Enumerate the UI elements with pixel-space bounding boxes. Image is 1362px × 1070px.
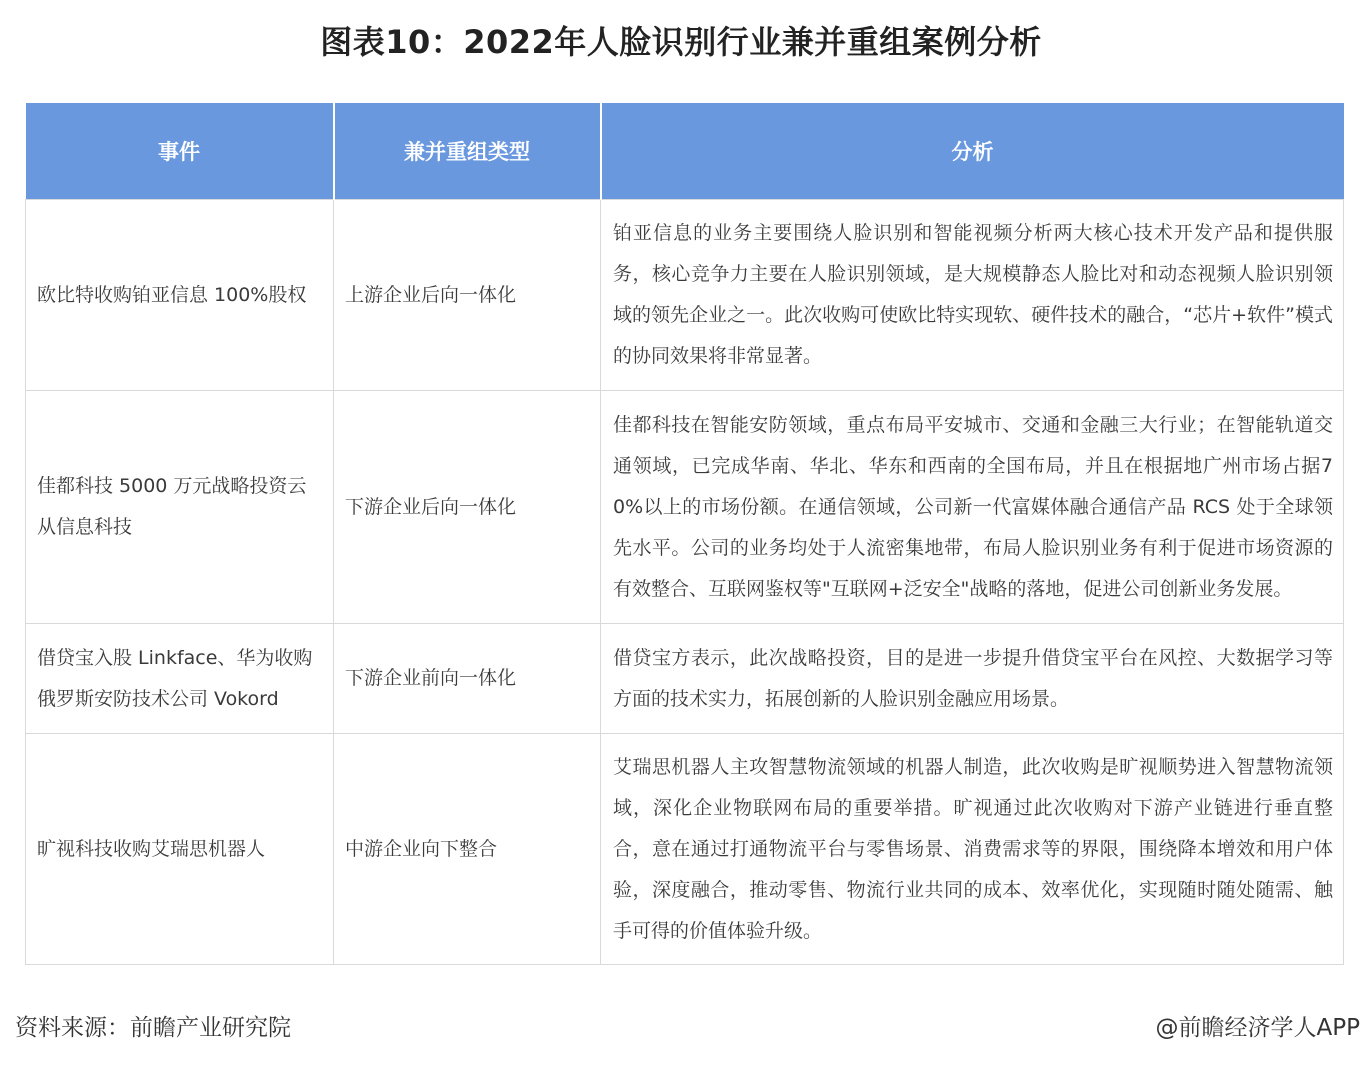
cell-event: 借贷宝入股 Linkface、华为收购俄罗斯安防技术公司 Vokord xyxy=(26,624,334,734)
cell-type: 上游企业后向一体化 xyxy=(334,200,601,391)
cell-event: 欧比特收购铂亚信息 100%股权 xyxy=(26,200,334,391)
header-row xyxy=(26,103,1344,200)
table-row xyxy=(26,200,1344,391)
cell-analysis: 借贷宝方表示，此次战略投资，目的是进一步提升借贷宝平台在风控、大数据学习等方面的技术实力，拓展创新的人脸识别金融应用场景。 xyxy=(601,624,1344,734)
cell-analysis: 铂亚信息的业务主要围绕人脸识别和智能视频分析两大核心技术开发产品和提供服务，核心竞争力主要在人脸识别领域，是大规模静态人脸比对和动态视频人脸识别领域的领先企业之一。此次收购可使欧比特实现软、硬件技术的融合，“芯片+软件”模式的协同效果将非常显著。 xyxy=(601,200,1344,391)
cell-analysis: 艾瑞思机器人主攻智慧物流领域的机器人制造，此次收购是旷视顺势进入智慧物流领域，深化企业物联网布局的重要举措。旷视通过此次收购对下游产业链进行垂直整合，意在通过打通物流平台与零售场景、消费需求等的界限，围绕降本增效和用户体验，深度融合，推动零售、物流行业共同的成本、效率优化，实现随时随处随需、触手可得的价值体验升级。 xyxy=(601,734,1344,965)
credit-note: @前瞻经济学人APP xyxy=(1155,1015,1360,1041)
column-header-analysis: 分析 xyxy=(601,103,1344,200)
table-row xyxy=(26,734,1344,965)
column-header-type: 兼并重组类型 xyxy=(334,103,601,200)
cell-type: 下游企业前向一体化 xyxy=(334,624,601,734)
table-row xyxy=(26,624,1344,734)
cell-type: 下游企业后向一体化 xyxy=(334,391,601,624)
cell-analysis: 佳都科技在智能安防领域，重点布局平安城市、交通和金融三大行业；在智能轨道交通领域，已完成华南、华北、华东和西南的全国布局，并且在根据地广州市场占据70%以上的市场份额。在通信领域，公司新一代富媒体融合通信产品 RCS 处于全球领先水平。公司的业务均处于人流密集地带，布局人脸识别业务有利于促进市场资源的有效整合、互联网鉴权等"互联网+泛安全"战略的落地，促进公司创新业务发展。 xyxy=(601,391,1344,624)
column-header-event: 事件 xyxy=(26,103,334,200)
page-title: 图表10：2022年人脸识别行业兼并重组案例分析 xyxy=(320,23,1042,61)
cell-event: 佳都科技 5000 万元战略投资云从信息科技 xyxy=(26,391,334,624)
case-table xyxy=(25,103,1344,965)
source-note: 资料来源：前瞻产业研究院 xyxy=(15,1015,291,1041)
cell-event: 旷视科技收购艾瑞思机器人 xyxy=(26,734,334,965)
cell-type: 中游企业向下整合 xyxy=(334,734,601,965)
table-row xyxy=(26,391,1344,624)
table-body xyxy=(26,200,1344,965)
table-header xyxy=(26,103,1344,200)
